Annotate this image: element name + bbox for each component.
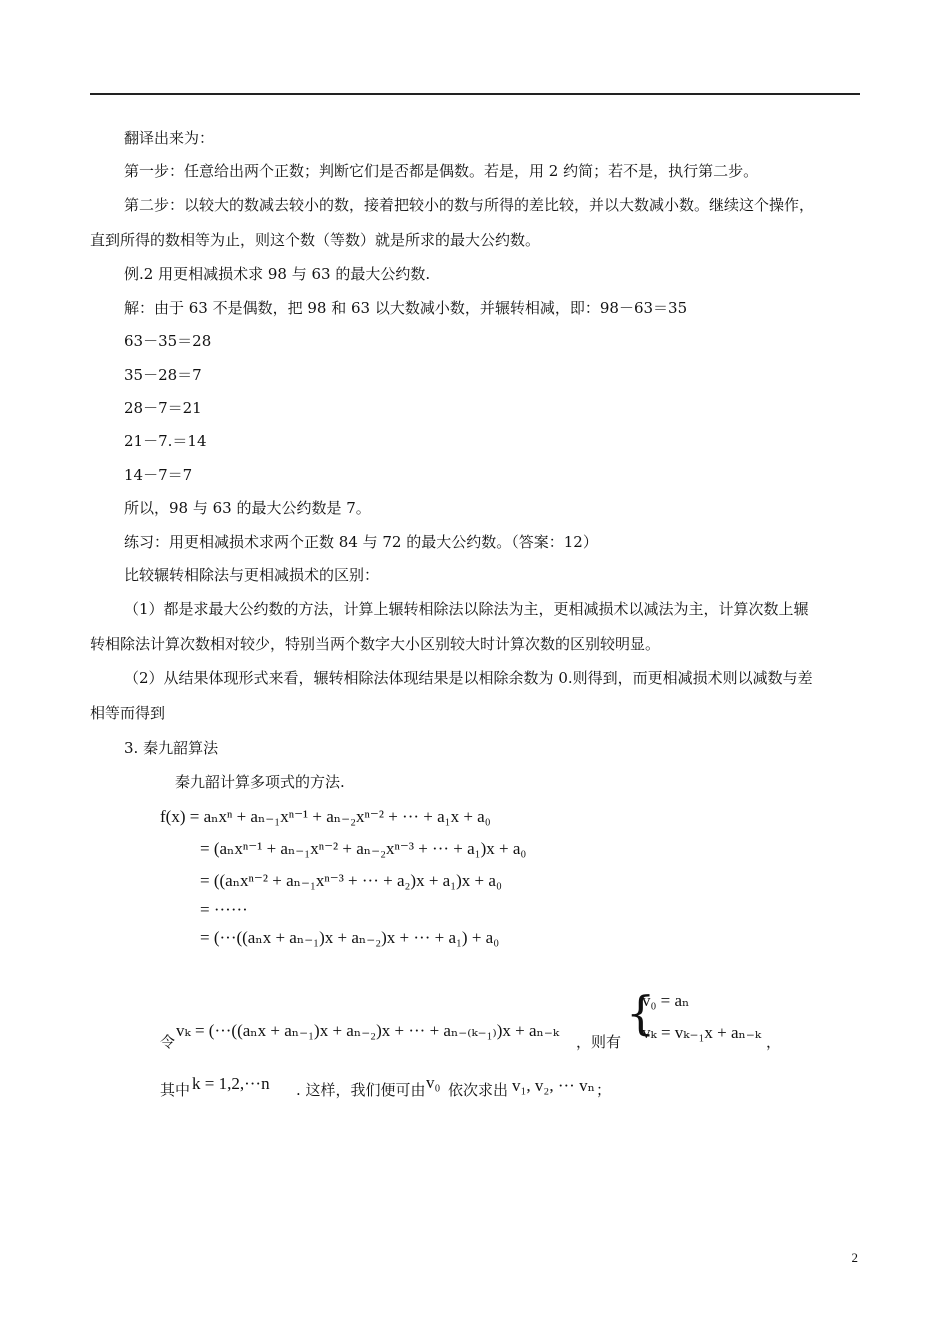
text-line: 直到所得的数相等为止，则这个数（等数）就是所求的最大公约数。 [90, 231, 541, 249]
formula-line: = (···((aₙx + aₙ₋₁)x + aₙ₋₂)x + ··· + a₁) + a₀ [200, 928, 500, 947]
formula-line: = (aₙxⁿ⁻¹ + aₙ₋₁xⁿ⁻² + aₙ₋₂xⁿ⁻³ + ··· + a₁)x + a₀ [200, 839, 527, 858]
text-line: 所以，98 与 63 的最大公约数是 7。 [124, 499, 371, 517]
left-brace-icon: { [626, 986, 656, 1040]
formula-line: = ······ [200, 900, 248, 919]
text-line: 令 [160, 1033, 176, 1051]
text-line: 第一步：任意给出两个正数；判断它们是否都是偶数。若是，用 2 约简；若不是，执行第二步。 [124, 162, 759, 180]
text-line: 63－35＝28 [124, 332, 212, 350]
text-line: 其中 [160, 1081, 191, 1099]
formula-line: vₖ = vₖ₋₁x + aₙ₋ₖ [642, 1023, 762, 1042]
text-line: ， [766, 1033, 782, 1051]
text-line: 28－7＝21 [124, 399, 202, 417]
text-line: 35－28＝7 [124, 366, 202, 384]
text-line: 秦九韶计算多项式的方法. [175, 773, 345, 791]
header-rule [90, 93, 860, 95]
formula-line: k = 1,2,···n [192, 1074, 270, 1093]
text-line: 练习：用更相减损术求两个正数 84 与 72 的最大公约数。（答案：12） [124, 533, 598, 551]
text-line: 解：由于 63 不是偶数，把 98 和 63 以大数减小数，并辗转相减，即：98－63＝35 [124, 299, 688, 317]
text-line: 转相除法计算次数相对较少，特别当两个数字大小区别较大时计算次数的区别较明显。 [90, 635, 661, 653]
text-line: ，则有 [576, 1033, 622, 1051]
formula-line: = ((aₙxⁿ⁻² + aₙ₋₁xⁿ⁻³ + ··· + a₂)x + a₁)x + a₀ [200, 871, 502, 890]
text-line: ； [596, 1081, 612, 1099]
formula-line: f(x) = aₙxⁿ + aₙ₋₁xⁿ⁻¹ + aₙ₋₂xⁿ⁻² + ··· + a₁x + a₀ [160, 807, 491, 826]
text-line: 第二步：以较大的数减去较小的数，接着把较小的数与所得的差比较，并以大数减小数。继续这个操作， [124, 196, 815, 214]
text-line: 14－7＝7 [124, 466, 193, 484]
formula-line: v₀ = aₙ [642, 991, 690, 1010]
text-line: 例.2 用更相减损术求 98 与 63 的最大公约数. [124, 265, 431, 283]
formula-line: v₁, v₂, ··· vₙ [512, 1076, 595, 1095]
text-line: 21－7.＝14 [124, 432, 207, 450]
text-line: 依次求出 [448, 1081, 509, 1099]
text-line: 相等而得到 [90, 704, 166, 722]
formula-line: vₖ = (···((aₙx + aₙ₋₁)x + aₙ₋₂)x + ··· + aₙ₋₍ₖ₋₁₎)x + aₙ₋ₖ [176, 1021, 560, 1040]
page-number: 2 [851, 1250, 858, 1265]
text-line: （2）从结果体现形式来看，辗转相除法体现结果是以相除余数为 0.则得到，而更相减损术则以减数与差 [124, 669, 813, 687]
text-line: 翻译出来为： [124, 129, 215, 147]
formula-line: v₀ [426, 1073, 441, 1092]
text-line: . 这样，我们便可由 [296, 1081, 426, 1099]
text-line: 比较辗转相除法与更相减损术的区别： [124, 566, 380, 584]
section-heading: 3. 秦九韶算法 [124, 739, 219, 757]
text-line: （1）都是求最大公约数的方法，计算上辗转相除法以除法为主，更相减损术以减法为主，计算次数上辗 [124, 600, 809, 618]
